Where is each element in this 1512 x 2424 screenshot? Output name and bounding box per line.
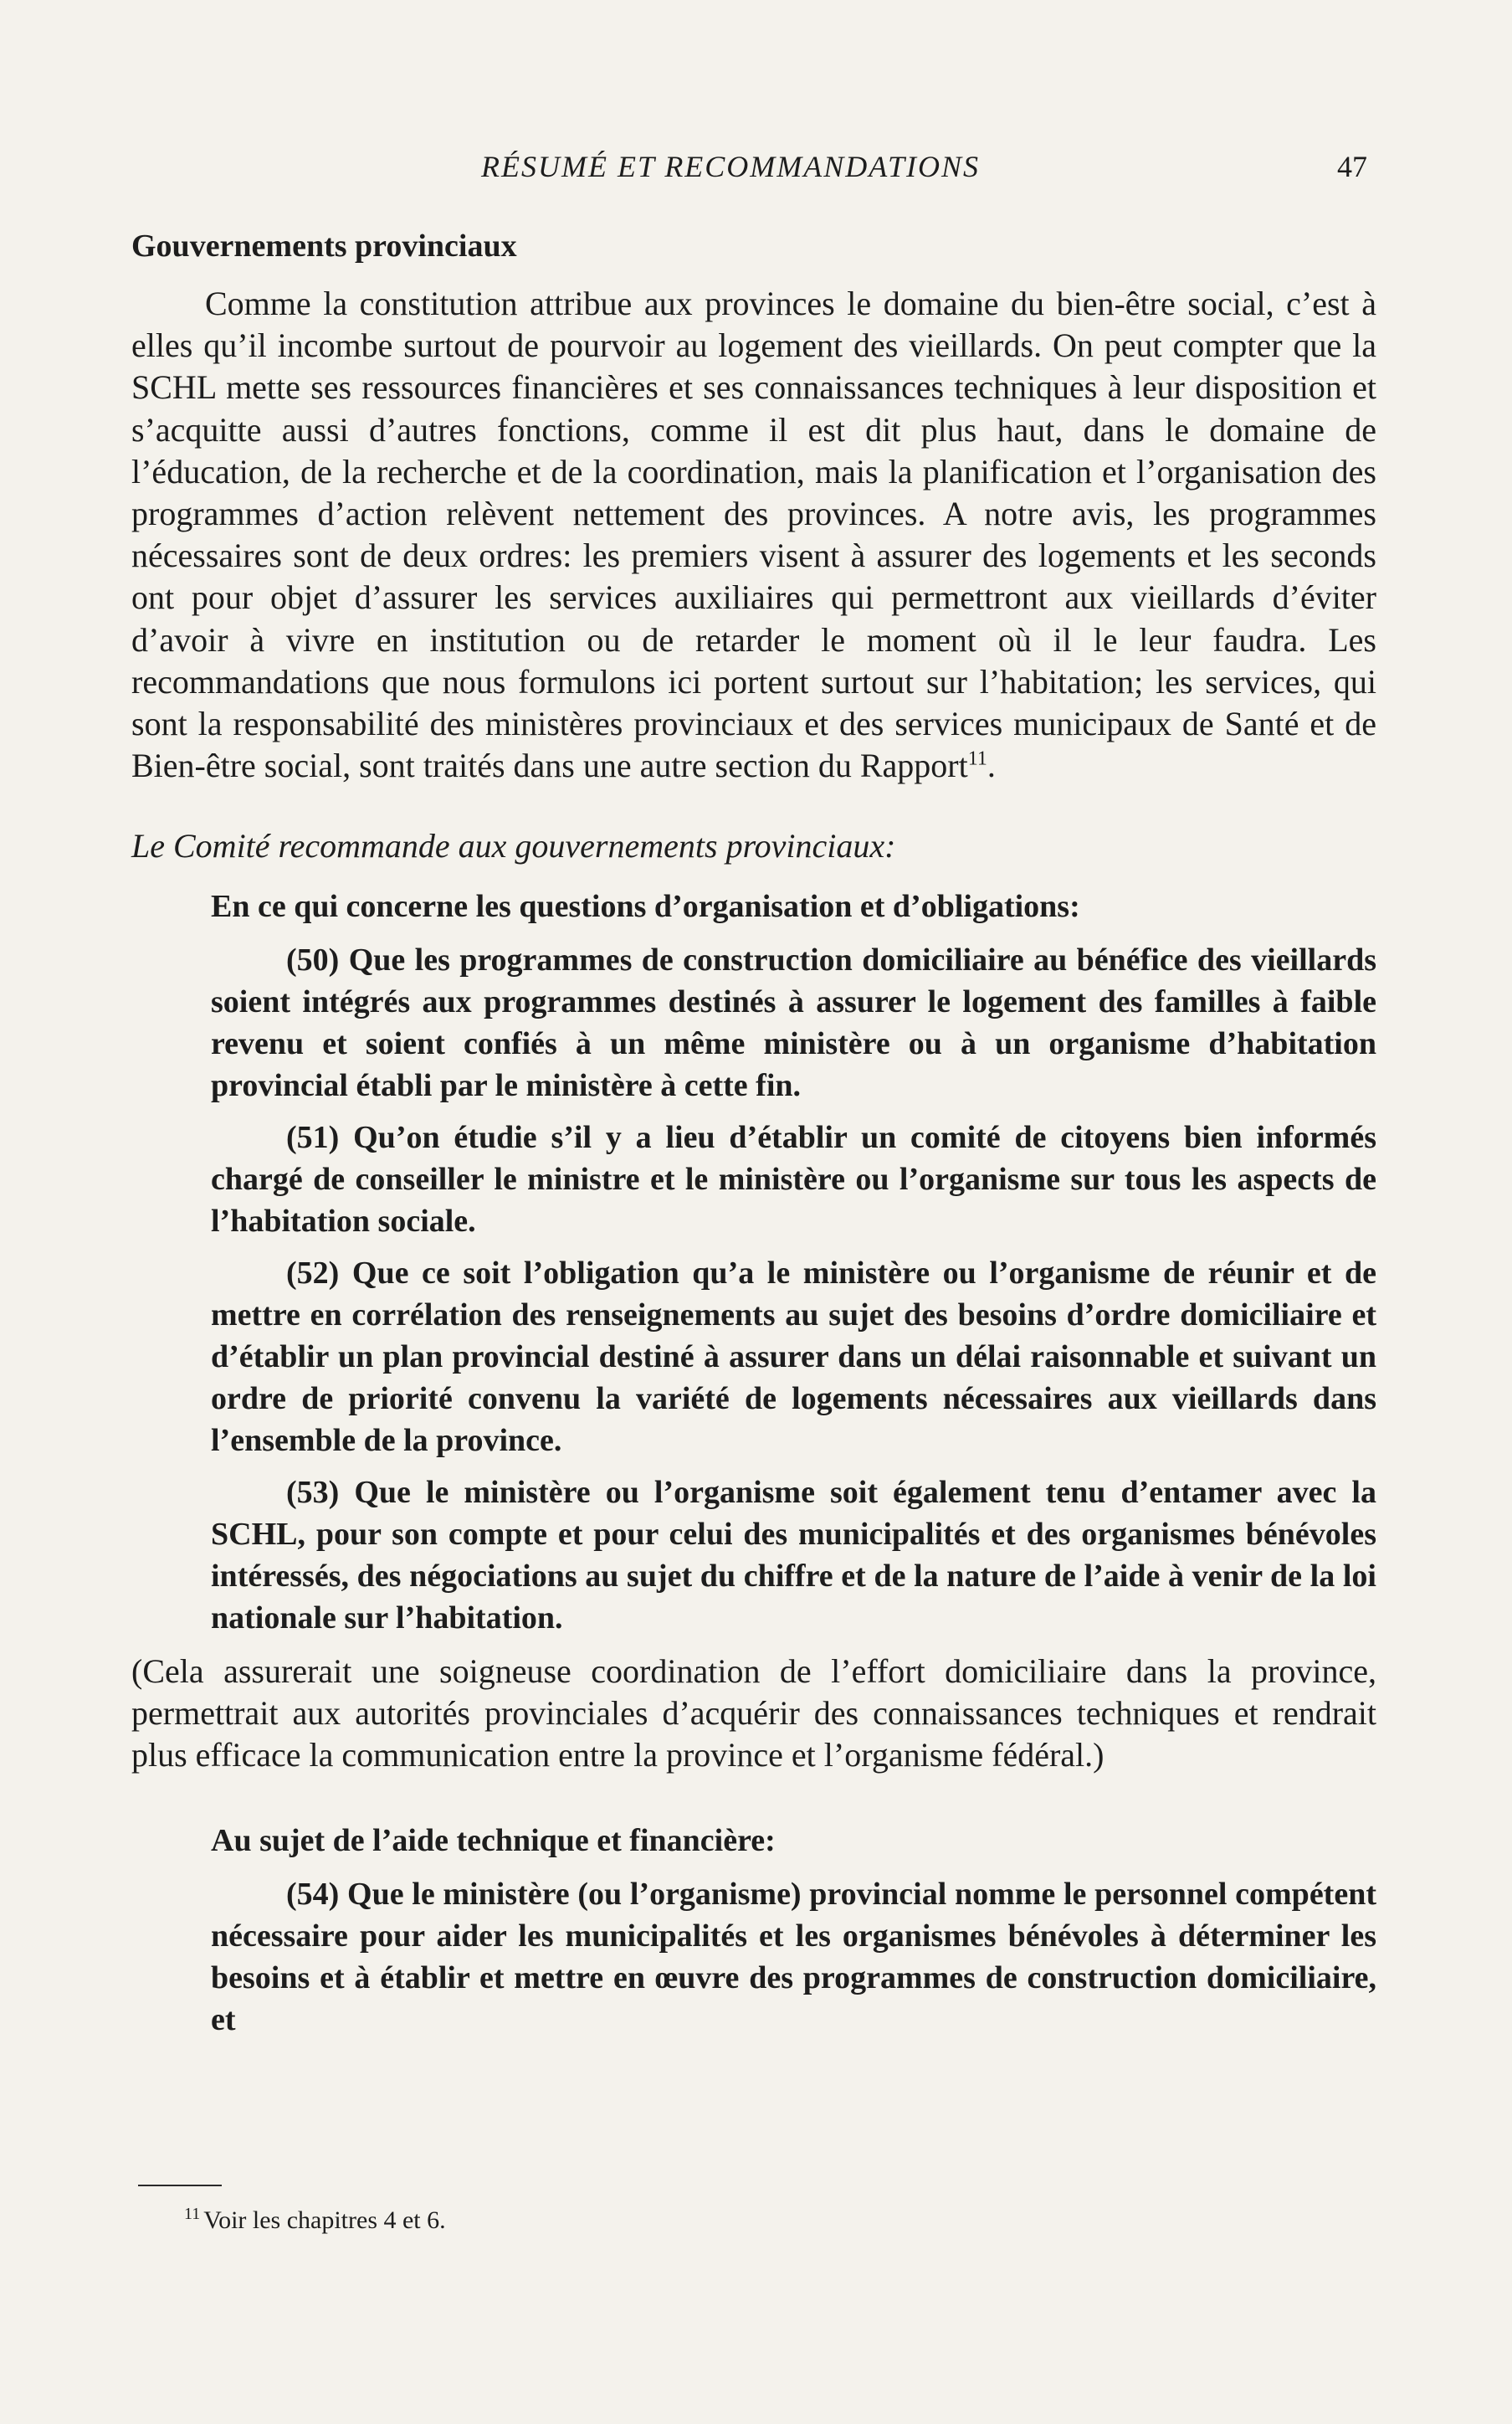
footnote-reference: 11 bbox=[967, 747, 987, 770]
recommendation-list-organisation bbox=[211, 939, 1376, 1639]
organisation-heading: En ce qui concerne les questions d’organisation et d’obligations: bbox=[211, 889, 1080, 925]
technical-aid-heading: Au sujet de l’aide technique et financière: bbox=[211, 1823, 776, 1859]
coordination-note: (Cela assurerait une soigneuse coordination de l’effort domiciliaire dans la province, permettrait aux autorités provinciales d’acquérir des connaissances techniques et rendrait plus efficace la communication entre la province et l’organisme fédéral.) bbox=[131, 1652, 1376, 1774]
footnote-mark: 11 bbox=[184, 2205, 201, 2223]
recommendations-intro: Le Comité recommande aux gouvernements provinciaux: bbox=[131, 827, 896, 865]
recommendation-51: (51) Qu’on étudie s’il y a lieu d’établir un comité de citoyens bien informés chargé de conseiller le ministre et le ministère ou l’organisme sur tous les aspects de l’habitation sociale. bbox=[211, 1120, 1376, 1240]
footnote-text: Voir les chapitres 4 et 6. bbox=[203, 2206, 446, 2234]
recommendation-54: (54) Que le ministère (ou l’organisme) provincial nomme le personnel compétent nécessaire pour aider les municipalités et les organismes bénévoles à déterminer les besoins et à établir et mettre en œuvre des programmes de construction domiciliaire, et bbox=[211, 1877, 1376, 2038]
body-paragraph bbox=[131, 283, 1376, 787]
recommendation-50: (50) Que les programmes de construction domiciliaire au bénéfice des vieillards soient intégrés aux programmes destinés à assurer le logement des familles à faible revenu et soient confiés à un même ministère ou à un organisme d’habitation provincial établi par le ministère à cette fin. bbox=[211, 942, 1376, 1104]
section-heading: Gouvernements provinciaux bbox=[131, 229, 517, 264]
page-header bbox=[0, 149, 1512, 191]
recommendation-list-technical bbox=[211, 1873, 1376, 2041]
recommendation-53: (53) Que le ministère ou l’organisme soit également tenu d’entamer avec la SCHL, pour son compte et pour celui des municipalités et des organismes bénévoles intéressés, des négociations au sujet du chiffre et de la nature de l’aide à venir de la loi nationale sur l’habitation. bbox=[211, 1475, 1376, 1636]
footnote bbox=[184, 2197, 446, 2237]
body-paragraph-text: Comme la constitution attribue aux provinces le domaine du bien-être social, c’est à elles qu’il incombe surtout de pourvoir au logement des vieillards. On peut compter que la SCHL mette ses ressources financières et ses connaissances techniques à leur disposition et s’acquitte aussi d’autres fonctions, comme il est dit plus haut, dans le domaine de l’éducation, de la recherche et de la coordination, mais la planification et l’organisation des programmes d’action relèvent nettement des provinces. A notre avis, les programmes nécessaires sont de deux ordres: les premiers visent à assurer des logements et les seconds ont pour objet d’assurer les services auxiliaires qui permettront aux vieillards d’éviter d’avoir à vivre en institution ou de retarder le moment où il le leur faudra. Les recommandations que nous formulons ici portent surtout sur l’habitation; les services, qui sont la responsabilité des ministères provinciaux et des services municipaux de Santé et de Bien-être social, sont traités dans une autre section du Rapport bbox=[131, 285, 1376, 785]
page-content bbox=[131, 226, 1376, 2051]
body-paragraph-end: . bbox=[987, 747, 996, 785]
running-title: RÉSUMÉ ET RECOMMANDATIONS bbox=[481, 150, 980, 183]
page-number: 47 bbox=[1337, 150, 1367, 183]
recommendation-52: (52) Que ce soit l’obligation qu’a le ministère ou l’organisme de réunir et de mettre en corrélation des renseignements au sujet des besoins d’ordre domiciliaire et d’établir un plan provincial destiné à assurer dans un délai raisonnable et suivant un ordre de priorité convenu la variété de logements nécessaires aux vieillards dans l’ensemble de la province. bbox=[211, 1256, 1376, 1459]
footnote-rule bbox=[138, 2185, 222, 2186]
